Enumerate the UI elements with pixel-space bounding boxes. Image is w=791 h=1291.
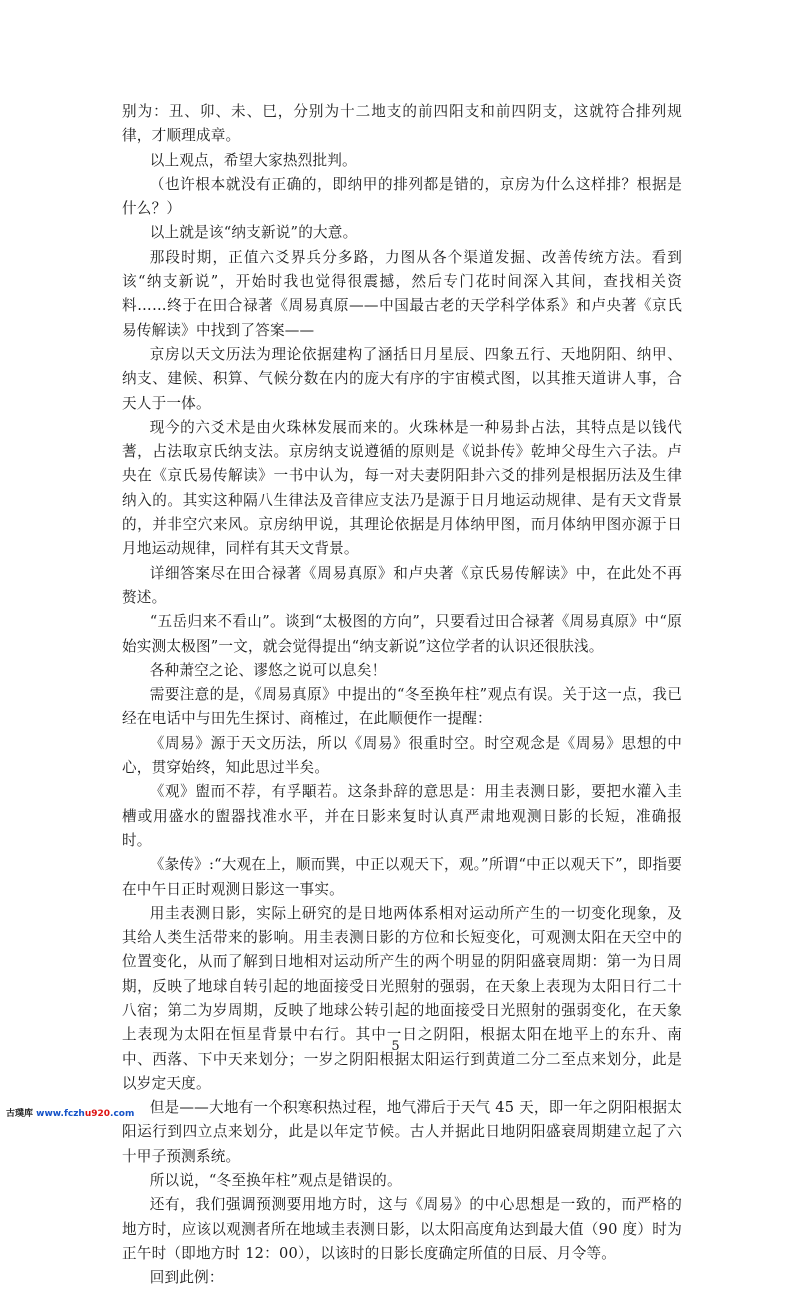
paragraph: 那段时期，正值六爻界兵分多路，力图从各个渠道发掘、改善传统方法。看到该“纳支新说”，开始时我也觉得很震撼，然后专门花时间深入其间，查找相关资料……终于在田合禄著《周易真原——中国最古老的天学科学体系》和卢央著《京氏易传解读》中找到了答案—— [122,248,682,339]
paragraph: 以上观点，希望大家热烈批判。 [149,151,357,169]
watermark-url: www.fczhu920.com [36,1109,135,1119]
paragraph: （也许根本就没有正确的，即纳甲的排列都是错的，京房为什么这样排？根据是什么？） [122,175,682,218]
paragraph: 《周易》源于天文历法，所以《周易》很重时空。时空观念是《周易》思想的中心，贯穿始终，知此思过半矣。 [122,734,682,777]
paragraph: 还有，我们强调预测要用地方时，这与《周易》的中心思想是一致的，而严格的地方时，应该以观测者所在地域圭表测日影，以太阳高度角达到最大值（90 度）时为正午时（即地方时 12：00），以该时的日影长度确定所值的日辰、月令等。 [122,1196,682,1262]
paragraph: 以上就是该“纳支新说”的大意。 [149,224,358,242]
page-number: 5 [391,1039,400,1054]
watermark-logo [6,1106,134,1119]
paragraph: 但是——大地有一个积寒积热过程，地气滞后于天气 45 天，即一年之阴阳根据太阳运行到四立点来划分，此是以年定节候。古人并据此日地阴阳盛衰周期建立起了六十甲子预测系统。 [122,1099,682,1165]
paragraph: 各种萧空之论、谬悠之说可以息矣！ [149,661,387,679]
paragraph: 回到此例： [149,1269,224,1287]
paragraph: 别为：丑、卯、未、巳，分别为十二地支的前四阳支和前四阴支，这就符合排列规律，才顺理成章。 [122,103,682,145]
paragraph: 用圭表测日影，实际上研究的是日地两体系相对运动所产生的一切变化现象，及其给人类生活带来的影响。用圭表测日影的方位和长短变化，可观测太阳在天空中的位置变化，从而了解到日地相对运动所产生的两个明显的阴阳盛衰周期：第一为日周期，反映了地球自转引起的地面接受日光照射的强弱，在天象上表现为太阳日行二十八宿；第二为岁周期，反映了地球公转引起的地面接受日光照射的强弱变化，在天象上表现为太阳在恒星背景中右行。其中一日之阴阳，根据太阳在地平上的东升、南中、西落、下中天来划分；一岁之阴阳根据太阳运行到黄道二分二至点来划分，此是以岁定天度。 [122,904,682,1092]
document-body [122,100,682,1291]
paragraph: 所以说，“冬至换年柱”观点是错误的。 [149,1172,402,1190]
watermark-site-name: 古璞库 [6,1109,34,1119]
paragraph: 需要注意的是，《周易真原》中提出的“冬至换年柱”观点有误。关于这一点，我已经在电话中与田先生探讨、商榷过，在此顺便作一提醒： [122,686,682,728]
paragraph: 京房以天文历法为理论依据建构了涵括日月星辰、四象五行、天地阴阳、纳甲、纳支、建候、积算、气候分数在内的庞大有序的宇宙模式图，以其推天道讲人事，合天人于一体。 [122,345,682,412]
paragraph: 现今的六爻术是由火珠林发展而来的。火珠林是一种易卦占法，其特点是以钱代蓍，占法取京氏纳支法。京房纳支说遵循的原则是《说卦传》乾坤父母生六子法。卢央在《京氏易传解读》一书中认为，每一对夫妻阴阳卦六爻的排列是根据历法及生律纳入的。其实这种隔八生律法及音律应支法乃是源于日月地运动规律、是有天文背景的，并非空穴来风。京房纳甲说，其理论依据是月体纳甲图，而月体纳甲图亦源于日月地运动规律，同样有其天文背景。 [122,418,682,558]
paragraph: 详细答案尽在田合禄著《周易真原》和卢央著《京氏易传解读》中，在此处不再赘述。 [122,564,682,606]
paragraph: 《观》盥而不荐，有孚顒若。这条卦辞的意思是：用圭表测日影，要把水灌入圭槽或用盛水的盥器找准水平，并在日影来复时认真严肃地观测日影的长短，准确报时。 [122,783,682,849]
paragraph: 《彖传》:“大观在上，顺而巽，中正以观天下，观。”所谓“中正以观天下”，即指要在中午日正时观测日影这一事实。 [122,856,682,898]
paragraph: “五岳归来不看山”。谈到“太极图的方向”，只要看过田合禄著《周易真原》中“原始实测太极图”一文，就会觉得提出“纳支新说”这位学者的认识还很肤浅。 [122,613,682,655]
